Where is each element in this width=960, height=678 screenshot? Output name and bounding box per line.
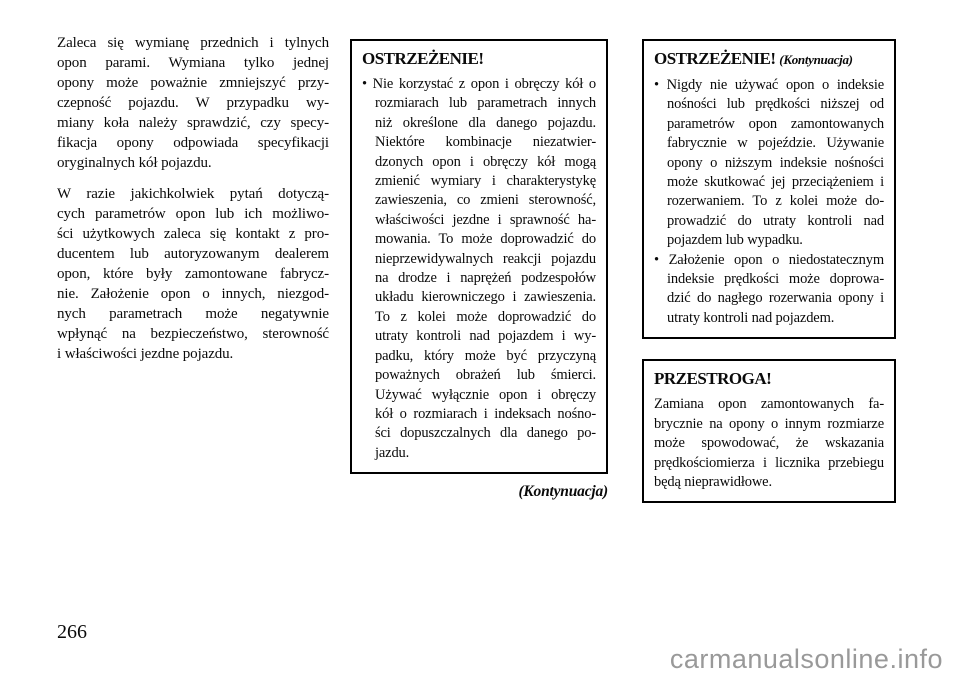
middle-column xyxy=(350,39,608,501)
warning-box xyxy=(350,39,608,474)
continuation-label: (Kontynuacja) xyxy=(518,483,608,501)
warning-title-continuation: (Kontynuacja) xyxy=(779,52,853,67)
warning-bullet-item: • Nie korzystać z opon i obręczy kół o rozmiarach lub parametrach innych niż określone dla danego pojazdu. Niektóre kombinacje niezatwier- dzonych opon i obręczy kół mogą zmienić wymiary i charakterystykę zawieszenia, co zmieni sterowność, właściwości jezdne i sprawność ha- mowania. To może doprowadzić do nieprzewidywalnych reakcji pojazdu na drodze i naprężeń podzespołów układu kierowniczego i zawieszenia. To z kolei może doprowadzić do utraty kontroli nad pojazdem i wy- padku, który może być przyczyną poważnych obrażeń lub śmierci. Używać wyłącznie opon i obręczy kół o rozmiarach i indeksach nośno- ści dopuszczalnych dla danego po- jazdu. xyxy=(362,76,596,461)
caution-box xyxy=(642,359,896,503)
body-paragraph-2: W razie jakichkolwiek pytań dotyczą- cych parametrów opon lub ich możliwo- ści użytkowych zaleca się kontakt z pro- ducentem lub autoryzowanym dealerem opon, które były zamontowane fabrycz- nie. Założenie opon o innych, niezgod- nych parametrach może negatywnie wpłynąć na bezpieczeństwo, sterowność i właściwości jezdne pojazdu. xyxy=(57,186,329,362)
page-number: 266 xyxy=(57,621,87,643)
warning-bullet-item: • Nigdy nie używać opon o indeksie nośności lub prędkości niższej od parametrów opon zamontowanych fabrycznie w pojeździe. Używanie opony o niższym indeksie nośności może skutkować jej przeciążeniem i rozerwaniem. To z kolei może do- prowadzić do utraty kontroli nad pojazdem lub wypadku. xyxy=(654,77,884,249)
left-text-column xyxy=(57,33,329,375)
right-column xyxy=(642,39,896,503)
watermark-text: carmanualsonline.info xyxy=(669,644,943,674)
caution-paragraph: Zamiana opon zamontowanych fa- brycznie na opony o innym rozmiarze może spowodować, że wskazania prędkościomierza i licznika przebiegu będą nieprawidłowe. xyxy=(654,396,884,490)
warning-box-title: OSTRZEŻENIE! xyxy=(362,49,484,68)
caution-box-title: PRZESTROGA! xyxy=(654,369,772,389)
body-paragraph-1: Zaleca się wymianę przednich i tylnych opon parami. Wymiana tylko jednej opony może poważnie zmniejszyć przy- czepność pojazdu. W przypadku wy- miany koła należy sprawdzić, czy specy- fikacja opony odpowiada specyfikacji oryginalnych kół pojazdu. xyxy=(57,35,329,171)
warning-title-text: OSTRZEŻENIE! xyxy=(654,49,776,68)
warning-box-continued-title xyxy=(654,47,884,72)
warning-bullet-item: • Założenie opon o niedostatecznym indeksie prędkości może doprowa- dzić do nagłego rozerwania opony i utraty kontroli nad pojazdem. xyxy=(654,251,884,326)
warning-box-continued xyxy=(642,39,896,339)
